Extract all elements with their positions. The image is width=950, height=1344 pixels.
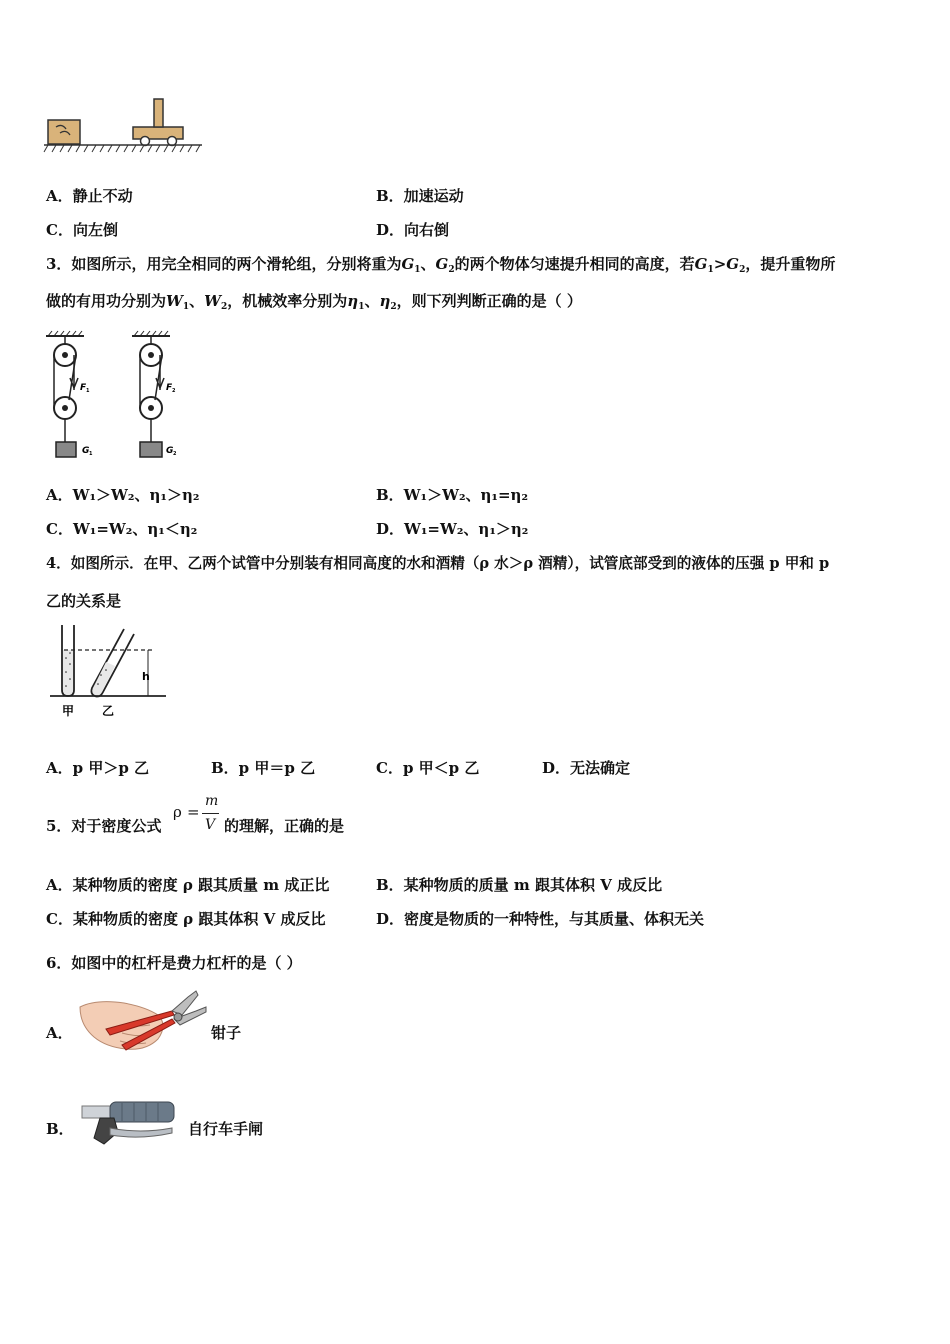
- jia-label: 甲: [62, 704, 75, 718]
- q3-option-d[interactable]: D．W₁=W₂、η₁＞η₂: [376, 520, 529, 538]
- svg-text:1: 1: [86, 388, 90, 394]
- cart-wheel: [168, 137, 177, 146]
- q5-option-c[interactable]: C．某种物质的密度 ρ 跟其体积 V 成反比: [46, 910, 326, 928]
- q3-text: ，则下列判断正确的是（ ）: [396, 292, 582, 310]
- q6-option-a-label: 钳子: [211, 1024, 242, 1042]
- q3-text: ，提升重物所: [745, 255, 836, 273]
- q4-option-c[interactable]: C．p 甲＜p 乙: [376, 759, 480, 777]
- q2-option-b[interactable]: B．加速运动: [376, 187, 464, 205]
- q4-stem-line2: 乙的关系是: [46, 592, 122, 610]
- q4-option-a[interactable]: A．p 甲＞p 乙: [46, 759, 150, 777]
- g2-label: G: [166, 446, 174, 456]
- formula-rho: ρ: [173, 803, 182, 821]
- q5-option-b[interactable]: B．某种物质的质量 m 跟其体积 V 成反比: [376, 876, 663, 894]
- f2-label: F: [166, 383, 173, 393]
- q2-option-a[interactable]: A．静止不动: [46, 187, 133, 205]
- q4-stem-line1: 4．如图所示．在甲、乙两个试管中分别装有相同高度的水和酒精（ρ 水＞ρ 酒精），试管底部受到的液体的压强 p 甲和 p: [46, 555, 830, 572]
- cart-block-figure: [40, 95, 210, 155]
- q6-option-b-label: 自行车手闸: [188, 1120, 264, 1138]
- q3-stem-line2: 做的有用功分别为$W_1$、$W_2$，机械效率分别为$\eta_1$、$\eta_2$，则下列判断正确的是（ ）: [46, 292, 582, 312]
- bicycle-brake-image[interactable]: [80, 1098, 180, 1153]
- handlebar-grip: [110, 1102, 174, 1122]
- weight-g2: [140, 442, 162, 457]
- yi-label: 乙: [102, 704, 115, 718]
- test-tube-figure: [44, 620, 174, 720]
- q2-option-c[interactable]: C．向左倒: [46, 221, 118, 239]
- density-formula: [173, 793, 223, 839]
- q4-option-d[interactable]: D．无法确定: [542, 759, 631, 777]
- q6-option-b-letter[interactable]: B．: [46, 1120, 74, 1138]
- cart-post: [154, 99, 163, 127]
- weight-g1: [56, 442, 76, 457]
- q3-text: ，机械效率分别为: [227, 292, 348, 310]
- q3-option-b[interactable]: B．W₁＞W₂、η₁=η₂: [376, 486, 529, 504]
- fraction-bar: [202, 813, 219, 814]
- brake-lever: [110, 1128, 172, 1137]
- cart-wheel: [141, 137, 150, 146]
- q5-option-d[interactable]: D．密度是物质的一种特性，与其质量、体积无关: [376, 910, 705, 928]
- svg-text:2: 2: [173, 451, 177, 457]
- h-label: h: [142, 670, 150, 683]
- f1-label: F: [80, 383, 87, 393]
- g1-label: G: [82, 446, 90, 456]
- q3-option-c[interactable]: C．W₁=W₂、η₁＜η₂: [46, 520, 198, 538]
- svg-text:1: 1: [89, 451, 93, 457]
- formula-numerator: m: [205, 793, 219, 809]
- q5-option-a[interactable]: A．某种物质的密度 ρ 跟其质量 m 成正比: [46, 876, 330, 894]
- q5-stem-prefix: 5．对于密度公式: [46, 817, 162, 835]
- formula-equals: =: [187, 803, 200, 821]
- q3-stem-line1: 3．如图所示，用完全相同的两个滑轮组，分别将重为$G_1$、$G_2$的两个物体匀速提升相同的高度，若$G_1>G_2$，提升重物所: [46, 255, 836, 275]
- pliers-image[interactable]: [76, 985, 211, 1060]
- q5-stem-suffix: 的理解，正确的是: [224, 817, 345, 835]
- q3-text: 的两个物体匀速提升相同的高度，若: [454, 255, 695, 273]
- pulley-figure: [40, 330, 200, 465]
- q2-option-d[interactable]: D．向右倒: [376, 221, 450, 239]
- q3-text: 做的有用功分别为: [46, 292, 167, 310]
- q3-option-a[interactable]: A．W₁＞W₂、η₁＞η₂: [46, 486, 200, 504]
- q4-option-b[interactable]: B．p 甲＝p 乙: [211, 759, 316, 777]
- q6-option-a-letter[interactable]: A．: [46, 1024, 73, 1042]
- q6-stem: 6．如图中的杠杆是费力杠杆的是（ ）: [46, 954, 302, 972]
- formula-denominator: V: [205, 817, 216, 833]
- svg-text:2: 2: [172, 388, 176, 394]
- q3-text: 3．如图所示，用完全相同的两个滑轮组，分别将重为: [46, 255, 402, 273]
